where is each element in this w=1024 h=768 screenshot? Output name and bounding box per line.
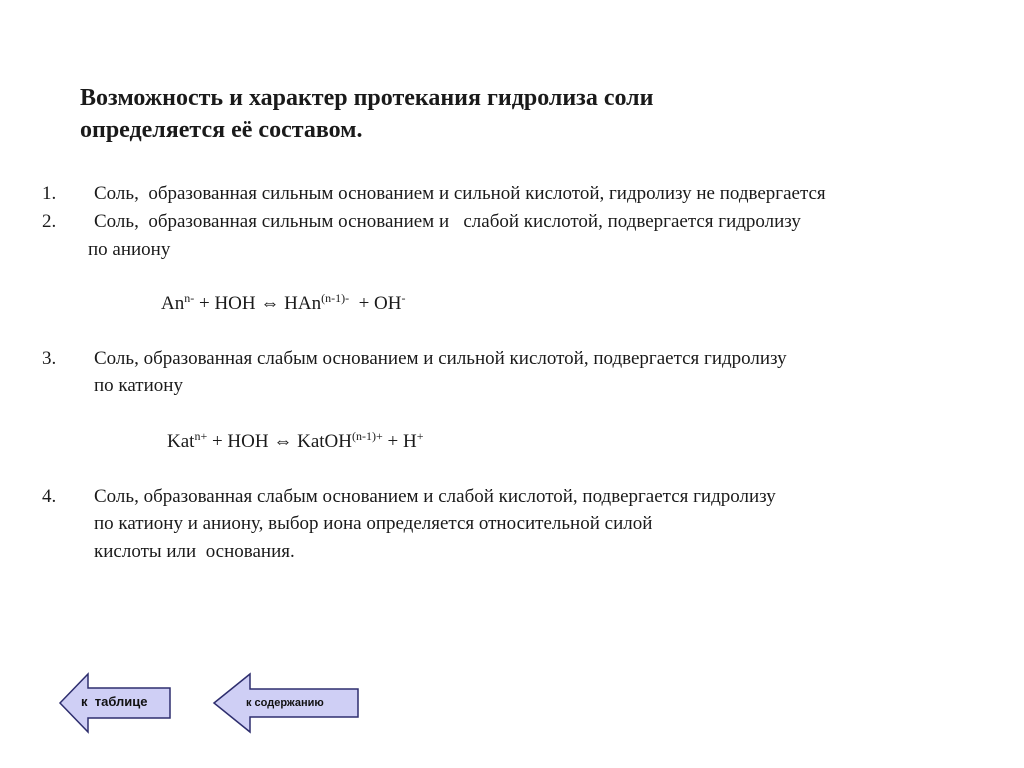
slide-title: [80, 82, 940, 146]
acid-anion-charge: (n-1)-: [321, 291, 350, 305]
hydroxo-cation-charge: (n-1)+: [352, 429, 383, 443]
item-text: Соль, образованная сильным основанием и сильной кислотой, гидролизу не подвергается: [94, 183, 826, 204]
plus-h: + H: [382, 431, 417, 452]
item-text: по катиону и аниону, выбор иона определяется относительной силой: [94, 513, 653, 534]
to-contents-button[interactable]: [212, 672, 360, 734]
cation-charge: n+: [194, 429, 208, 443]
item-number: 3.: [42, 348, 57, 369]
item-text: кислоты или основания.: [94, 541, 295, 562]
plus-hoh: + HOH: [207, 431, 274, 452]
plus-hoh: + HOH: [194, 293, 261, 314]
item-text: Соль, образованная слабым основанием и слабой кислотой, подвергается гидролизу: [94, 486, 776, 507]
to-contents-label: к содержанию: [246, 697, 324, 709]
to-table-button[interactable]: [58, 672, 172, 734]
title-line-1: Возможность и характер протекания гидролиза соли: [80, 85, 654, 111]
anion-charge: n-: [184, 291, 195, 305]
item-text: по аниону: [88, 239, 171, 260]
anion-symbol: An: [161, 293, 185, 314]
item-text: по катиону: [94, 375, 183, 396]
h-charge: +: [416, 429, 424, 443]
oh-charge: -: [401, 291, 406, 305]
item-number: 4.: [42, 486, 57, 507]
item-text: Соль, образованная сильным основанием и слабой кислотой, подвергается гидролизу: [94, 211, 801, 232]
cation-hydrolysis-equation: [167, 430, 423, 454]
cation-symbol: Kat: [167, 431, 195, 452]
item-number: 1.: [42, 183, 57, 204]
hydroxo-cation: KatOH: [292, 431, 352, 452]
item-text: Соль, образованная слабым основанием и сильной кислотой, подвергается гидролизу: [94, 348, 787, 369]
to-table-label: к таблице: [81, 694, 148, 709]
equilibrium-arrow-icon: ⇔: [260, 293, 280, 314]
acid-anion: HAn: [279, 293, 322, 314]
item-number: 2.: [42, 211, 57, 232]
anion-hydrolysis-equation: [161, 292, 405, 316]
equilibrium-arrow-icon: ⇔: [273, 431, 293, 452]
plus-oh: + OH: [349, 293, 402, 314]
title-line-2: определяется её составом.: [80, 117, 363, 143]
